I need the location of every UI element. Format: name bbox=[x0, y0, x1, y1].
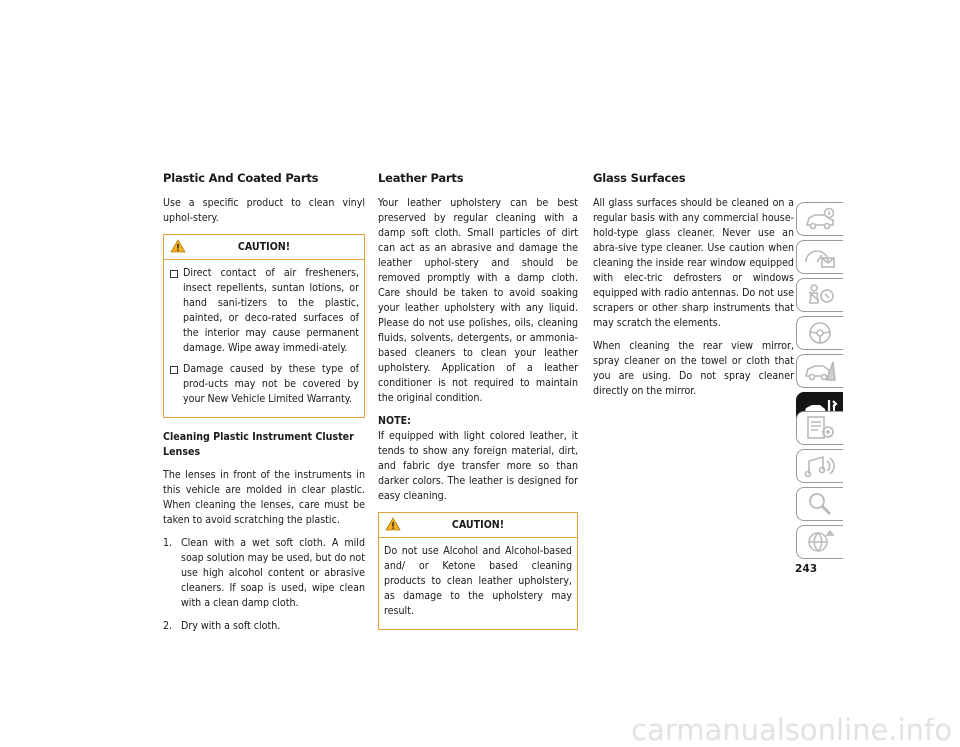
caution-body bbox=[379, 538, 577, 629]
column-leather-parts bbox=[378, 170, 578, 642]
checkbox-bullet-icon bbox=[170, 270, 178, 278]
page-number: 243 bbox=[795, 563, 818, 575]
column-plastic-parts bbox=[163, 170, 365, 642]
subheading-cluster-lenses: Cleaning Plastic Instrument Cluster Lenses bbox=[163, 431, 354, 458]
tab-multimedia[interactable] bbox=[796, 449, 843, 483]
tab-specs[interactable] bbox=[796, 411, 843, 445]
specs-list-icon bbox=[803, 415, 837, 441]
magnifier-icon bbox=[803, 491, 837, 517]
tab-car-info[interactable] bbox=[796, 202, 843, 236]
warning-triangle-icon bbox=[170, 239, 186, 253]
language-globe-icon bbox=[803, 529, 837, 555]
section-heading-glass: Glass Surfaces bbox=[593, 171, 686, 185]
step-text: Dry with a soft cloth. bbox=[181, 620, 281, 632]
tab-languages[interactable] bbox=[796, 525, 843, 559]
lenses-paragraph: The lenses in front of the instruments in this vehicle are molded in clear plastic. When cleaning the lenses, care must be taken to avoid scratching the plastic. bbox=[163, 469, 365, 526]
leather-paragraph: Your leather upholstery can be best preserved by regular cleaning with a damp soft cloth. Small particles of dirt can act as an abrasive and damage the leather uphol-stery and should be removed promptly with a damp cloth. Care should be taken to avoid soaking your leather upholstery with any liquid. Please do not use polishes, oils, cleaning fluids, solvents, detergents, or ammonia-based cleaners to clean your leather upholstery. Application of a leather conditioner is not required to maintain the original condition. bbox=[378, 197, 578, 404]
car-crash-icon bbox=[803, 358, 837, 384]
tab-emergency[interactable] bbox=[796, 354, 843, 388]
tab-driving[interactable] bbox=[796, 316, 843, 350]
dashboard-mail-icon bbox=[803, 244, 837, 270]
tab-safety[interactable] bbox=[796, 278, 843, 312]
list-item bbox=[163, 536, 365, 611]
section-heading-leather: Leather Parts bbox=[378, 171, 464, 185]
multimedia-icon bbox=[803, 453, 837, 479]
caution-header bbox=[164, 235, 364, 260]
step-number: 2. bbox=[163, 620, 173, 632]
seatbelt-airbag-icon bbox=[803, 282, 837, 308]
caution-header bbox=[379, 513, 577, 538]
warning-triangle-icon bbox=[385, 517, 401, 531]
caution-box bbox=[163, 234, 365, 418]
glass-paragraph-1: All glass surfaces should be cleaned on a regular basis with any commercial house-hold-type glass cleaner. Never use an abra-sive type cleaner. Use caution when cleaning the inside rear window equipped with elec-tric defrosters or windows equipped with radio antennas. Do not use scrapers or other sharp instruments that may scratch the elements. bbox=[593, 197, 794, 329]
column-glass-surfaces bbox=[593, 170, 794, 407]
cleaning-steps bbox=[163, 536, 365, 634]
step-number: 1. bbox=[163, 537, 173, 549]
intro-paragraph: Use a specific product to clean vinyl uphol-stery. bbox=[163, 197, 365, 224]
caution-bullet bbox=[169, 362, 359, 407]
caution-body bbox=[164, 260, 364, 417]
list-item bbox=[163, 619, 365, 634]
caution-bullet bbox=[169, 266, 359, 356]
tab-index[interactable] bbox=[796, 487, 843, 521]
section-heading-plastic: Plastic And Coated Parts bbox=[163, 171, 319, 185]
step-text: Clean with a wet soft cloth. A mild soap solution may be used, but do not use high alcohol content or abrasive cleaners. If soap is used, wipe clean with a clean damp cloth. bbox=[181, 537, 365, 609]
caution-title: CAUTION! bbox=[451, 519, 505, 531]
note-text: If equipped with light colored leather, it tends to show any foreign material, dirt, and fabric dye transfer more so than darker colors. The leather is designed for easy cleaning. bbox=[378, 430, 578, 502]
glass-paragraph-2: When cleaning the rear view mirror, spray cleaner on the towel or cloth that you are using. Do not spray cleaner directly on the mirror. bbox=[593, 340, 794, 397]
steering-wheel-icon bbox=[803, 320, 837, 346]
note-label: NOTE: bbox=[378, 415, 411, 427]
caution-bullet-text: Damage caused by these type of prod-ucts may not be covered by your New Vehicle Limited Warranty. bbox=[183, 363, 359, 405]
caution-text: Do not use Alcohol and Alcohol-based and/ or Ketone based cleaning products to clean leather upholstery, as damage to the upholstery may result. bbox=[384, 545, 572, 617]
caution-title: CAUTION! bbox=[237, 241, 291, 253]
checkbox-bullet-icon bbox=[170, 366, 178, 374]
caution-bullet-text: Direct contact of air fresheners, insect repellents, suntan lotions, or hand sani-tizers to the plastic, painted, or deco-rated surfaces of the interior may cause permanent damage. Wipe away immedi-ately. bbox=[183, 267, 359, 354]
car-info-icon bbox=[803, 206, 837, 232]
tab-dashboard[interactable] bbox=[796, 240, 843, 274]
caution-box bbox=[378, 512, 578, 630]
watermark[interactable]: carmanualsonline.info bbox=[631, 713, 952, 747]
